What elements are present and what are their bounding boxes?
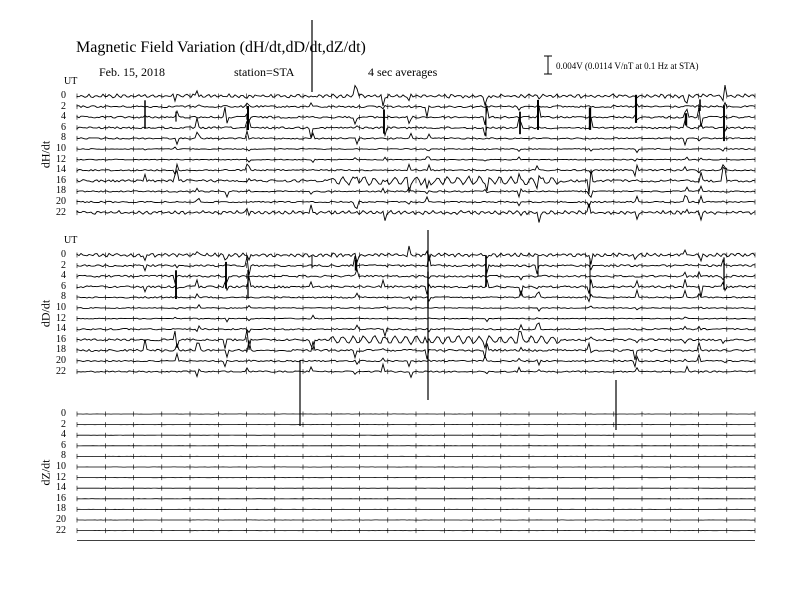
ut-label-0: UT — [64, 76, 78, 87]
station-label: station=STA — [234, 65, 295, 79]
panel-0-ylabel: dH/dt — [38, 141, 53, 169]
hour-label: 4 — [61, 429, 66, 441]
hour-label: 22 — [56, 524, 66, 536]
hour-label: 20 — [56, 355, 66, 366]
hour-label: 6 — [61, 280, 66, 292]
hour-label: 18 — [56, 503, 66, 515]
hour-label: 8 — [61, 450, 66, 462]
hour-label: 10 — [56, 143, 66, 154]
hour-label: 18 — [56, 185, 66, 197]
hour-label: 8 — [61, 132, 66, 144]
hour-label: 0 — [61, 90, 66, 101]
hour-label: 16 — [56, 174, 66, 186]
hour-ticks — [77, 284, 755, 289]
hour-ticks — [77, 125, 755, 130]
hour-label: 6 — [61, 121, 66, 133]
hour-label: 2 — [61, 418, 66, 430]
ut-label-1: UT — [64, 235, 78, 246]
hour-label: 14 — [56, 164, 66, 176]
hour-label: 0 — [61, 408, 66, 419]
hour-label: 4 — [61, 270, 66, 282]
hour-label: 16 — [56, 333, 66, 345]
hour-label: 12 — [56, 312, 66, 324]
hour-label: 18 — [56, 344, 66, 356]
hour-label: 14 — [56, 323, 66, 335]
hour-label: 20 — [56, 514, 66, 525]
hour-label: 14 — [56, 482, 66, 494]
panel-2-ylabel: dZ/dt — [38, 459, 53, 486]
scale-bar — [544, 56, 552, 74]
date-label: Feb. 15, 2018 — [99, 65, 165, 79]
panel-1-ylabel: dD/dt — [38, 300, 53, 328]
hour-label: 8 — [61, 291, 66, 303]
hour-label: 12 — [56, 153, 66, 165]
hour-label: 2 — [61, 259, 66, 271]
hour-label: 0 — [61, 249, 66, 260]
chart-title: Magnetic Field Variation (dH/dt,dD/dt,dZ/dt) — [76, 39, 366, 56]
hour-label: 12 — [56, 471, 66, 483]
hour-label: 22 — [56, 206, 66, 218]
scale-bar-label: 0.004V (0.0114 V/nT at 0.1 Hz at STA) — [556, 61, 699, 71]
hour-label: 10 — [56, 461, 66, 472]
hour-label: 22 — [56, 365, 66, 377]
hour-label: 2 — [61, 100, 66, 112]
hour-label: 16 — [56, 492, 66, 504]
hour-label: 4 — [61, 111, 66, 123]
averaging-label: 4 sec averages — [368, 65, 438, 79]
hour-label: 10 — [56, 302, 66, 313]
hour-label: 6 — [61, 439, 66, 451]
hour-label: 20 — [56, 196, 66, 207]
